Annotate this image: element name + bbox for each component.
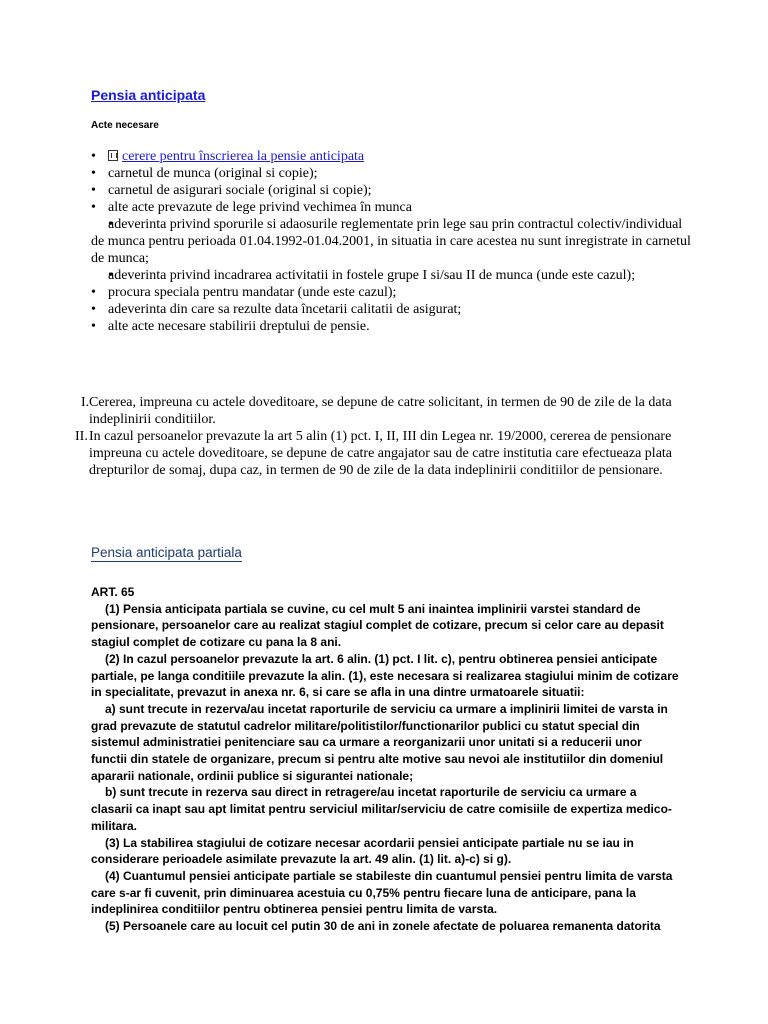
article-paragraph: (3) La stabilirea stagiului de cotizare necesar acordarii pensiei anticipate partiale nu se iau in considerare perioadele asimilate prevazute la art. 49 alin. (1) lit. a)-c) si g). <box>91 835 634 867</box>
article-paragraph: (4) Cuantumul pensiei anticipate partiale se stabileste din cuantumul pensiei pentru limita de varsta care s-ar fi cuvenit, prin diminuarea acestuia cu 0,75% pentru fiecare luna de anticipare, pana la indeplinirea conditiilor pentru obtinerea pensiei pentru limita de varsta. <box>91 868 673 917</box>
list-item <box>91 148 691 165</box>
list-item: • alte acte necesare stabilirii dreptului de pensie. <box>91 318 691 335</box>
item-text: Cererea, impreuna cu actele doveditoare, se depune de catre solicitant, in termen de 90 de zile de la data indeplinirii conditiilor. <box>89 395 672 427</box>
article-paragraph: (5) Persoanele care au locuit cel putin 30 de ani in zonele afectate de poluarea remanenta datorita <box>105 919 661 934</box>
list-item: • adeverinta privind sporurile si adaosurile reglementate prin lege sau prin contractul colectiv/individual de munca pentru perioada 01.04.1992-01.04.2001, in situatia in care acestea nu sunt inregistrate in carnetul de munca; <box>91 216 691 267</box>
cerere-link[interactable]: cerere pentru înscrierea la pensie anticipata <box>122 149 365 164</box>
numbered-item <box>75 428 685 479</box>
article-paragraph: (1) Pensia anticipata partiala se cuvine, cu cel mult 5 ani inaintea implinirii varstei standard de pensionare, persoanelor care au realizat stagiul complet de cotizare, precum si celor care au depasit stagiul complet de cotizare cu pana la 8 ani. <box>91 601 664 650</box>
list-item: • procura speciala pentru mandatar (unde este cazul); <box>91 284 691 301</box>
item-number: II. <box>75 429 88 444</box>
section-title-pensia-anticipata: Pensia anticipata <box>91 87 206 103</box>
subheading-acte-necesare: Acte necesare <box>91 120 159 131</box>
numbered-item <box>75 394 685 428</box>
list-item: • carnetul de munca (original si copie); <box>91 165 691 182</box>
article-heading: ART. 65 <box>91 585 135 599</box>
required-documents-list <box>91 148 691 335</box>
item-number: I. <box>81 395 90 410</box>
article-paragraph: b) sunt trecute in rezerva sau direct in retragere/au incetat raporturile de serviciu ca urmare a clasarii ca inapt sau apt limitat pentru serviciul militar/serviciu de catre comisiile de expertiza medico-militara. <box>91 785 672 833</box>
item-text: In cazul persoanelor prevazute la art 5 alin (1) pct. I, II, III din Legea nr. 19/2000, cererea de pensionare impreuna cu actele doveditoare, se depune de catre angajator sau de catre institutia care efectueaza plata drepturilor de somaj, dupa caz, in termen de 90 de zile de la data indeplinirii conditiilor de pensionare. <box>89 429 673 478</box>
article-65-body <box>91 584 681 935</box>
section-title-pensia-anticipata-partiala: Pensia anticipata partiala <box>91 545 242 560</box>
article-paragraph: a) sunt trecute in rezerva/au incetat raporturile de serviciu ca urmare a implinirii limitei de varsta in grad prevazute de statutul cadrelor militare/politistilor/functionarilor publici cu statut special din sistemul administratiei penitenciare sau ca urmare a reorganizarii unor unitati si a reducerii unor functii din statele de organizare, precum si pentru alte motive sau nevoi ale institutiilor din domeniul apararii nationale, ordinii publice si sigurantei nationale; <box>91 701 668 783</box>
article-paragraph: (2) In cazul persoanelor prevazute la art. 6 alin. (1) pct. I lit. c), pentru obtinerea pensiei anticipate partiale, pe langa conditiile prevazute la alin. (1), este necesara si realizarea stagiului minim de cotizare in specialitate, prevazut in anexa nr. 6, si care se afla in una dintre urmatoarele situatii: <box>91 651 679 700</box>
numbered-conditions-list <box>75 394 685 479</box>
list-item: • adeverinta din care sa rezulte data încetarii calitatii de asigurat; <box>91 301 691 318</box>
list-item: • adeverinta privind incadrarea activitatii in fostele grupe I si/sau II de munca (unde este cazul); <box>91 267 691 284</box>
document-icon <box>108 150 118 161</box>
list-item: • alte acte prevazute de lege privind vechimea în munca <box>91 199 691 216</box>
list-item: • carnetul de asigurari sociale (original si copie); <box>91 182 691 199</box>
